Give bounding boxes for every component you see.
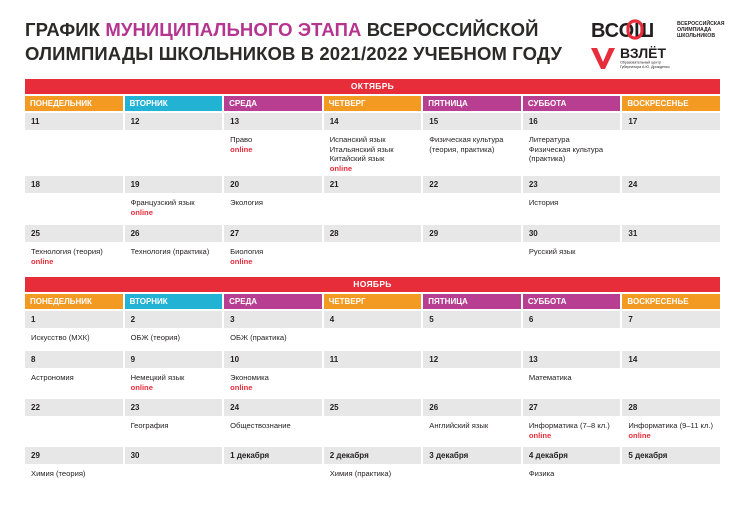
calendar-november [25,277,720,493]
week-row [25,176,720,223]
day-number: 17 [622,113,720,130]
day-events [25,368,123,383]
day-cell [622,351,720,397]
olympiad-subject: Физика [528,469,555,478]
vsosh-logo-text: ВСОШ [591,20,655,42]
day-events [423,328,521,333]
day-cell [25,113,123,174]
title-line-2: ОЛИМПИАДЫ ШКОЛЬНИКОВ В 2021/2022 УЧЕБНОМ ГОДУ [25,43,562,64]
day-number: 8 [25,351,123,368]
day-cell [423,176,521,223]
day-cell [423,311,521,349]
day-cell [622,399,720,445]
day-cell [25,447,123,493]
day-cell [125,176,223,223]
day-events [224,368,322,392]
weekday-friday: ПЯТНИЦА [423,294,521,309]
olympiad-subject: Итальянский язык [329,144,394,154]
day-number: 13 [224,113,322,130]
weekday-thursday: ЧЕТВЕРГ [324,294,422,309]
day-cell [25,225,123,272]
day-events [423,368,521,373]
day-number: 29 [423,225,521,242]
weekday-friday: ПЯТНИЦА [423,96,521,111]
day-cell [523,225,621,272]
day-number: 16 [523,113,621,130]
day-events [25,193,123,198]
day-number: 23 [523,176,621,193]
vsosh-logo [591,18,731,42]
olympiad-subject: Экология [230,198,263,207]
day-events [523,368,621,383]
day-events [25,130,123,135]
day-cell [423,399,521,445]
day-cell [125,399,223,445]
title-highlight: МУНИЦИПАЛЬНОГО ЭТАПА [105,19,362,40]
olympiad-subject: Искусство (МХК) [31,333,90,342]
weekday-monday: ПОНЕДЕЛЬНИК [25,294,123,309]
day-events [423,242,521,247]
day-cell [125,447,223,493]
day-events [25,416,123,421]
day-number: 29 [25,447,123,464]
olympiad-subject: (теория, практика) [429,144,495,154]
day-events [25,464,123,479]
day-cell [622,311,720,349]
day-cell [324,311,422,349]
day-number: 11 [324,351,422,368]
day-number: 14 [324,113,422,130]
online-badge: online [230,144,253,154]
day-cell [224,351,322,397]
day-cell [224,225,322,272]
olympiad-subject: Химия (теория) [31,469,86,478]
olympiad-subject: Астрономия [31,373,74,382]
online-badge: online [329,163,353,173]
day-number: 12 [423,351,521,368]
page-title [25,18,565,66]
olympiad-subject: Информатика (9–11 кл.) [628,421,714,430]
olympiad-subject: Физическая культура [528,144,604,154]
day-number: 7 [622,311,720,328]
day-cell [523,113,621,174]
day-number: 18 [25,176,123,193]
day-events [324,416,422,421]
week-row [25,113,720,174]
week-row [25,311,720,349]
day-events [523,328,621,333]
olympiad-subject: Немецкий язык [130,373,185,382]
day-number: 1 декабря [224,447,322,464]
day-cell [324,225,422,272]
day-number: 2 [125,311,223,328]
online-badge: online [528,430,552,440]
november-weeks [25,311,720,493]
day-events [324,193,422,198]
day-number: 1 [25,311,123,328]
day-events [25,328,123,343]
olympiad-subject: Английский язык [429,421,489,430]
day-number: 27 [224,225,322,242]
day-number: 2 декабря [324,447,422,464]
day-number: 11 [25,113,123,130]
week-row [25,351,720,397]
vzlet-check-icon [591,48,615,69]
olympiad-subject: География [130,421,169,430]
day-cell [324,399,422,445]
weekday-sunday: ВОСКРЕСЕНЬЕ [622,294,720,309]
weekday-saturday: СУББОТА [523,294,621,309]
day-events [125,242,223,257]
title-text: ВСЕРОССИЙСКОЙ [361,19,539,40]
day-number: 28 [324,225,422,242]
weekday-wednesday: СРЕДА [224,294,322,309]
vsosh-caption-1: ВСЕРОССИЙСКАЯ [677,21,725,27]
title-text: ГРАФИК [25,19,106,40]
october-weeks [25,113,720,272]
day-number: 24 [224,399,322,416]
day-events [523,130,621,164]
day-events [423,193,521,198]
day-cell [523,176,621,223]
day-events [523,193,621,208]
day-cell [224,399,322,445]
vzlet-logo-text: ВЗЛЁТ [620,45,667,61]
day-events [622,130,720,135]
olympiad-subject: Технология (теория) [31,247,103,256]
day-cell [224,113,322,174]
day-number: 25 [25,225,123,242]
vsosh-caption-3: ШКОЛЬНИКОВ [677,33,716,39]
day-number: 4 декабря [523,447,621,464]
day-events [125,328,223,343]
day-number: 21 [324,176,422,193]
day-cell [622,176,720,223]
weekday-thursday: ЧЕТВЕРГ [324,96,422,111]
day-number: 22 [25,399,123,416]
olympiad-subject: Физическая культура [429,135,504,144]
olympiad-subject: Технология (практика) [130,247,210,256]
day-number: 25 [324,399,422,416]
olympiad-subject: Информатика (7–8 кл.) [528,421,610,430]
day-number: 5 [423,311,521,328]
weekday-saturday: СУББОТА [523,96,621,111]
day-number: 14 [622,351,720,368]
day-number: 20 [224,176,322,193]
vzlet-caption-1: Образовательный центр [620,60,661,65]
week-row [25,225,720,272]
day-events [523,242,621,257]
day-events [125,464,223,469]
day-number: 19 [125,176,223,193]
day-events [622,242,720,247]
day-cell [423,113,521,174]
day-cell [125,351,223,397]
day-cell [523,399,621,445]
day-events [423,464,521,469]
olympiad-subject: Экономика [230,373,269,382]
day-events [324,464,422,479]
olympiad-subject: ОБЖ (практика) [230,333,287,342]
day-cell [622,113,720,174]
day-number: 10 [224,351,322,368]
olympiad-subject: Биология [230,247,264,256]
day-number: 27 [523,399,621,416]
day-number: 30 [125,447,223,464]
day-cell [523,311,621,349]
olympiad-subject: Обществознание [230,421,291,430]
day-cell [125,225,223,272]
weekday-monday: ПОНЕДЕЛЬНИК [25,96,123,111]
day-number: 23 [125,399,223,416]
weekday-tuesday: ВТОРНИК [125,294,223,309]
calendar-october [25,79,720,272]
day-number: 3 декабря [423,447,521,464]
day-cell [324,351,422,397]
week-row [25,447,720,493]
day-events [324,368,422,373]
vsosh-caption-2: ОЛИМПИАДА [677,27,712,33]
day-events [125,193,223,217]
day-cell [224,311,322,349]
day-cell [423,447,521,493]
day-number: 6 [523,311,621,328]
day-number: 13 [523,351,621,368]
week-row [25,399,720,445]
online-badge: online [230,256,253,266]
day-events [224,464,322,469]
day-events [224,416,322,431]
olympiad-subject: Русский язык [528,247,576,256]
vzlet-caption-2: Губернатора А.Ю. Дрожденко [620,65,670,69]
title-line-1 [25,18,565,42]
day-cell [324,447,422,493]
day-events [224,328,322,343]
day-cell [523,351,621,397]
olympiad-subject: Испанский язык [329,135,386,144]
day-number: 31 [622,225,720,242]
olympiad-subject: (практика) [528,154,566,164]
day-events [324,130,422,173]
day-events [622,464,720,469]
day-number: 26 [423,399,521,416]
day-events [25,242,123,266]
day-cell [25,176,123,223]
day-events [324,242,422,247]
day-events [523,464,621,479]
day-events [324,328,422,333]
online-badge: online [31,256,54,266]
day-events [125,416,223,431]
day-cell [324,113,422,174]
day-number: 15 [423,113,521,130]
day-number: 28 [622,399,720,416]
online-badge: online [130,207,153,217]
day-cell [125,311,223,349]
online-badge: online [628,430,651,440]
day-cell [25,351,123,397]
day-cell [324,176,422,223]
olympiad-subject: ОБЖ (теория) [130,333,181,342]
day-events [224,130,322,154]
day-events [125,368,223,392]
day-cell [622,447,720,493]
olympiad-subject: История [528,198,559,207]
day-cell [25,311,123,349]
online-badge: online [130,382,153,392]
day-cell [224,447,322,493]
month-header: ОКТЯБРЬ [25,79,720,94]
day-events [523,416,621,440]
day-number: 5 декабря [622,447,720,464]
olympiad-subject: Химия (практика) [329,469,392,478]
day-number: 4 [324,311,422,328]
day-events [224,193,322,208]
olympiad-subject: Французский язык [130,198,195,207]
weekday-tuesday: ВТОРНИК [125,96,223,111]
day-number: 12 [125,113,223,130]
weekday-wednesday: СРЕДА [224,96,322,111]
olympiad-subject: Китайский язык [329,154,385,164]
day-events [622,328,720,333]
weekday-header-row [25,294,720,309]
vzlet-logo [591,44,731,70]
day-events [622,368,720,373]
day-events [125,130,223,135]
day-cell [622,225,720,272]
day-cell [224,176,322,223]
olympiad-subject: Право [230,135,253,144]
day-number: 3 [224,311,322,328]
day-events [423,416,521,431]
day-number: 26 [125,225,223,242]
day-cell [423,225,521,272]
day-cell [423,351,521,397]
olympiad-subject: Литература [528,135,570,144]
day-cell [523,447,621,493]
day-number: 24 [622,176,720,193]
day-cell [25,399,123,445]
day-events [224,242,322,266]
olympiad-subject: Математика [528,373,572,382]
day-number: 22 [423,176,521,193]
weekday-sunday: ВОСКРЕСЕНЬЕ [622,96,720,111]
weekday-header-row [25,96,720,111]
day-events [423,130,521,154]
day-events [622,193,720,198]
online-badge: online [230,382,253,392]
day-events [622,416,720,440]
day-number: 30 [523,225,621,242]
day-number: 9 [125,351,223,368]
month-header: НОЯБРЬ [25,277,720,292]
day-cell [125,113,223,174]
